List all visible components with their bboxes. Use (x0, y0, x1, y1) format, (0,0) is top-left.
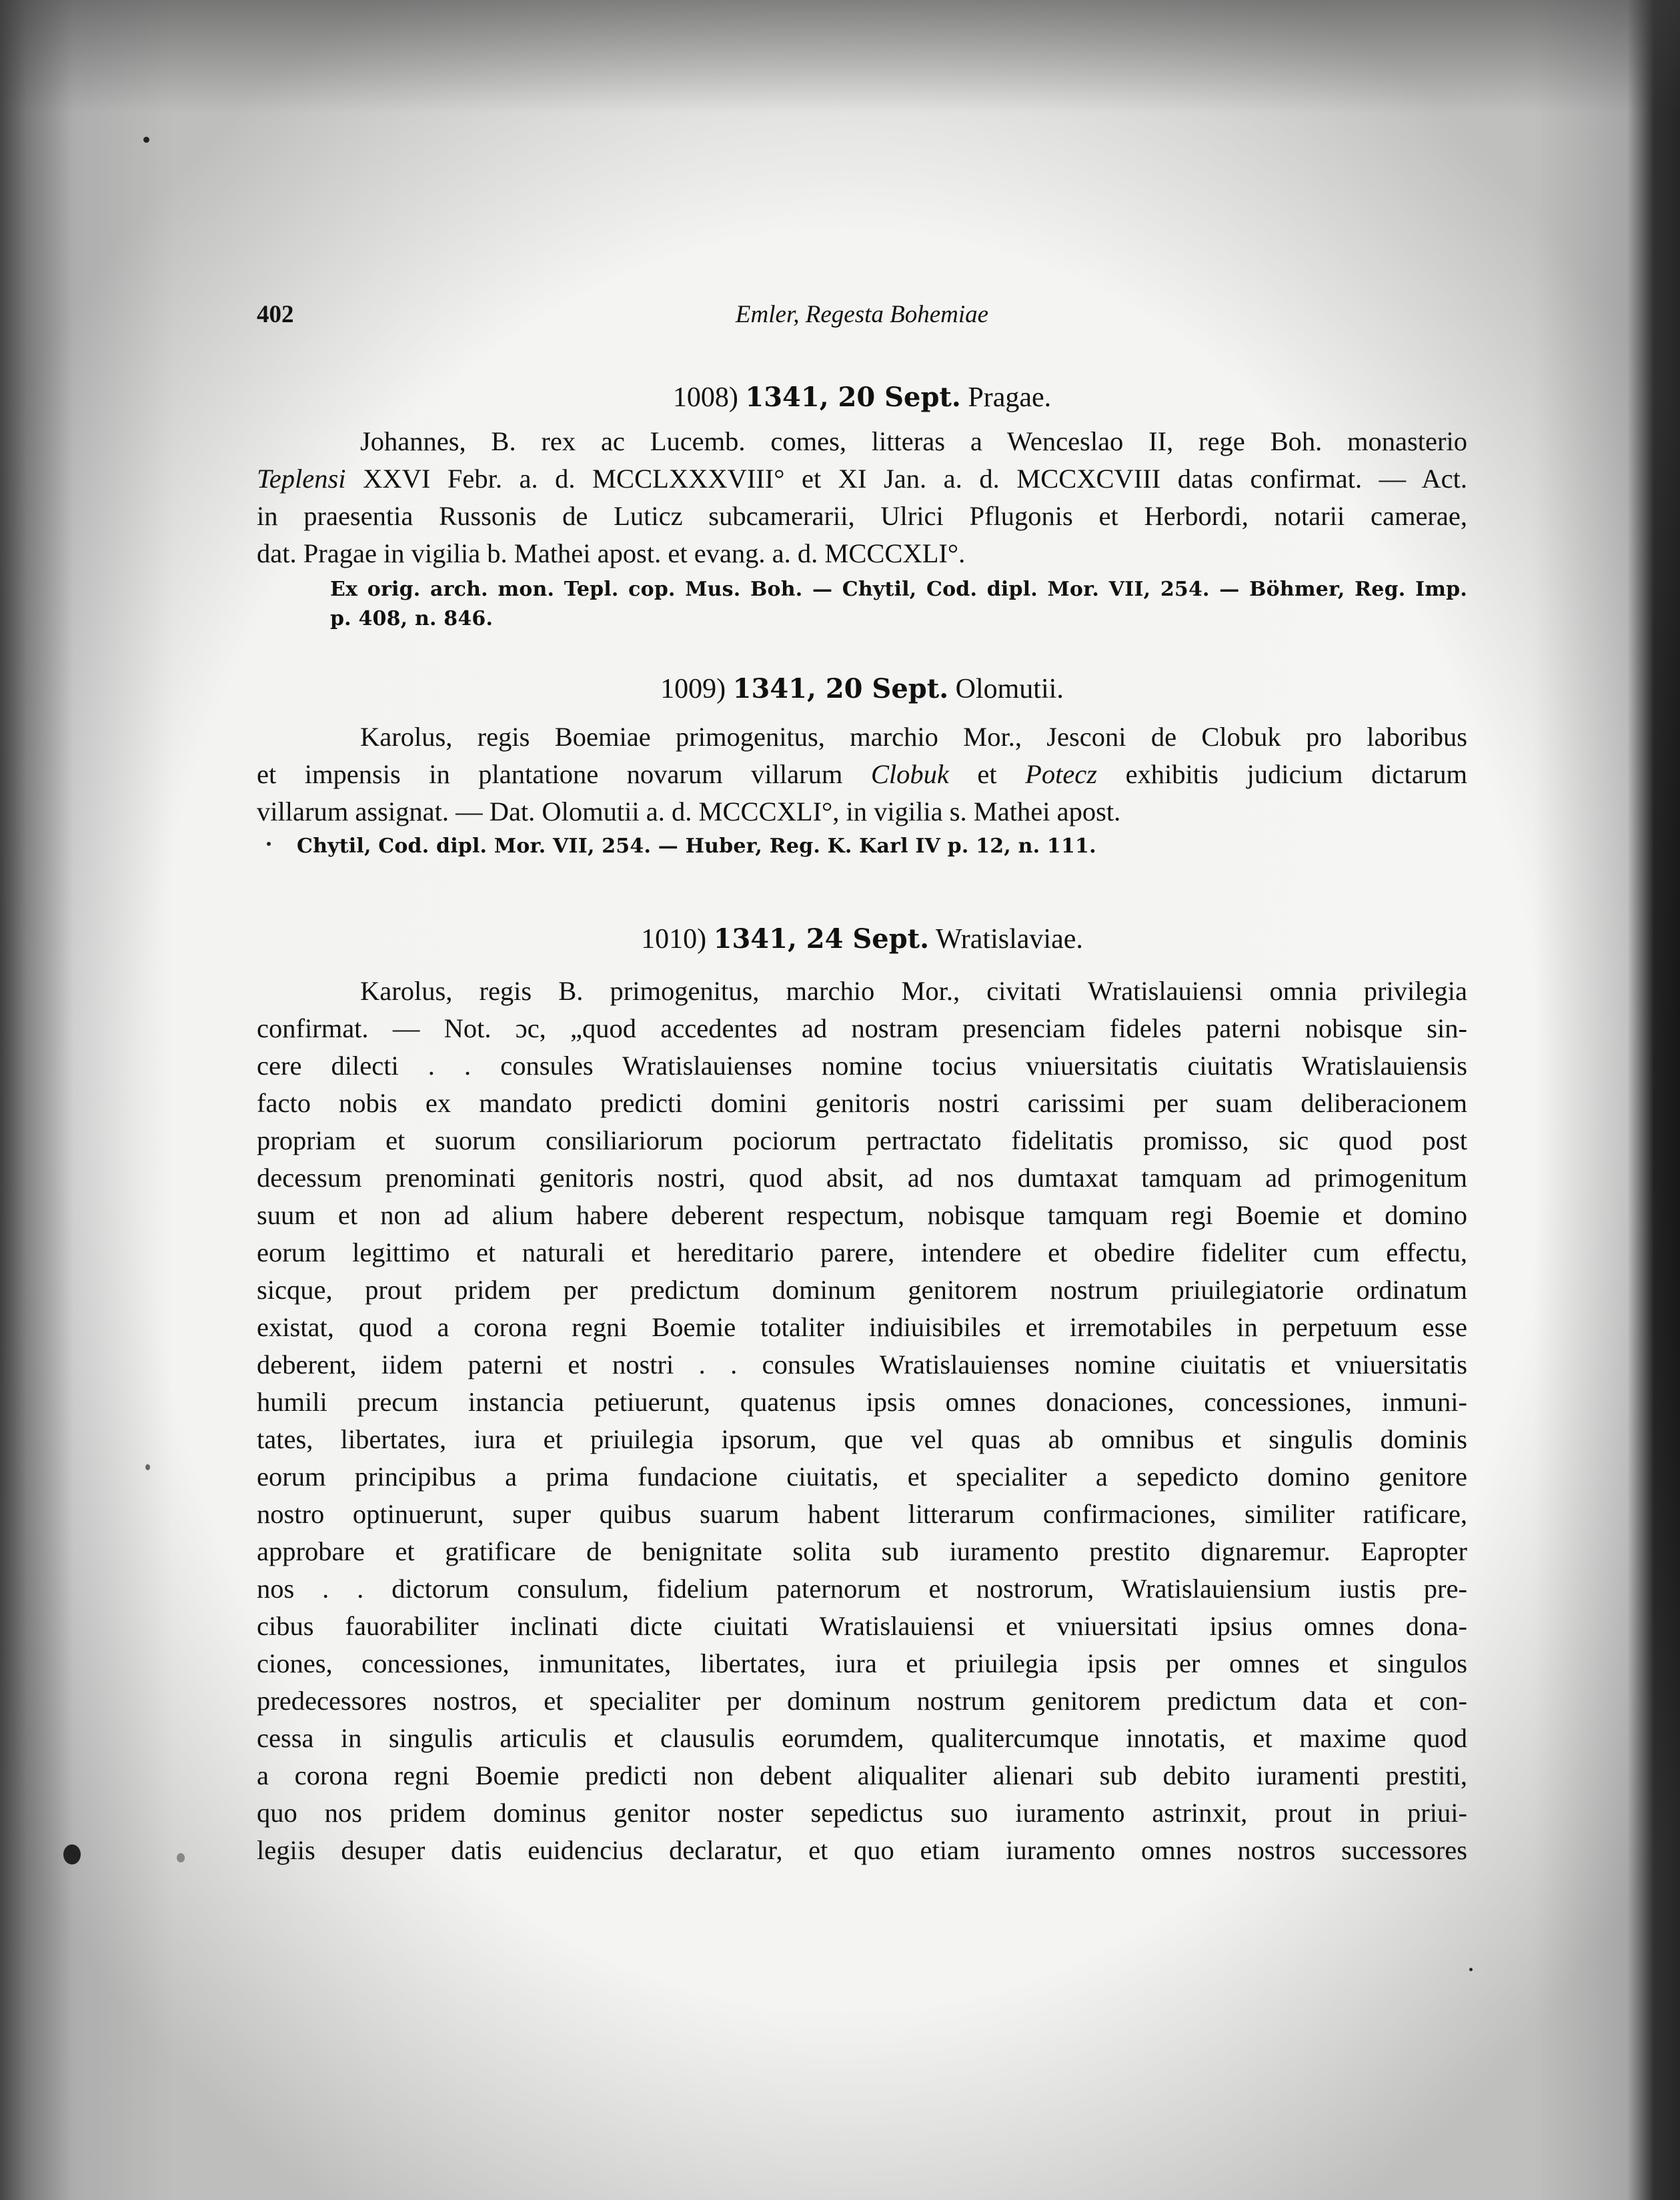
entry-text (257, 973, 1467, 1869)
page-header (257, 300, 1467, 340)
entry-text (257, 423, 1467, 572)
entry-1008 (257, 379, 1467, 634)
text-line: cessa in singulis articulis et clausulis eorumdem, qualitercumque innotatis, et maxime quod (257, 1723, 1467, 1753)
scan-top-shadow (0, 0, 1680, 113)
text-line: legiis desuper datis euidencius declaratur, et quo etiam iuramento omnes nostros successores (257, 1835, 1467, 1865)
entry-number: 1009) (660, 674, 726, 704)
text-line: in praesentia Russonis de Luticz subcamerarii, Ulrici Pflugonis et Herbordi, notarii camerae, (257, 501, 1467, 531)
text-line: Karolus, regis Boemiae primogenitus, marchio Mor., Jesconi de Clobuk pro laboribus (360, 722, 1467, 752)
scan-speck (177, 1853, 185, 1862)
citation-line: Ex orig. arch. mon. Tepl. cop. Mus. Boh. — Chytil, Cod. dipl. Mor. VII, 254. — Böhmer, Reg. Imp. (330, 578, 1467, 601)
text-line: existat, quod a corona regni Boemie totaliter indiuisibiles et irremotabiles in perpetuum esse (257, 1312, 1467, 1342)
text-line: eorum legittimo et naturali et hereditario parere, intendere et obedire fideliter cum effectu, (257, 1237, 1467, 1267)
text-fragment: exhibitis judicium dictarum (1125, 759, 1467, 789)
text-line: dat. Pragae in vigilia b. Mathei apost. et evang. a. d. MCCCXLI°. (257, 538, 966, 568)
entry-heading (257, 670, 1467, 708)
page-number: 402 (257, 301, 294, 328)
text-line: cibus fauorabiliter inclinati dicte ciuitati Wratislauiensi et vniuersitati ipsius omnes dona- (257, 1611, 1467, 1641)
entry-date: 1341, 24 Sept. (713, 923, 930, 955)
text-line: eorum principibus a prima fundacione ciuitatis, et specialiter a sepedicto domino genitore (257, 1462, 1467, 1492)
text-line: quo nos pridem dominus genitor noster sepedictus suo iuramento astrinxit, prout in priui- (257, 1798, 1467, 1828)
text-line: tates, libertates, iura et priuilegia ipsorum, que vel quas ab omnibus et singulis dominis (257, 1424, 1467, 1454)
text-fragment: et impensis in plantatione novarum villarum (257, 759, 843, 789)
source-citation (330, 575, 1467, 634)
entry-date: 1341, 20 Sept. (732, 673, 949, 704)
italic-word: Potecz (1025, 759, 1098, 789)
entry-place: Wratislaviae. (935, 924, 1083, 955)
text-line: Karolus, regis B. primogenitus, marchio Mor., civitati Wratislauiensi omnia privilegia (360, 976, 1467, 1006)
text-line (257, 460, 1467, 498)
entry-1010 (257, 921, 1467, 1869)
citation-line: Chytil, Cod. dipl. Mor. VII, 254. — Huber, Reg. K. Karl IV p. 12, n. 111. (297, 835, 1096, 858)
entry-number: 1010) (641, 924, 707, 955)
entry-heading (257, 921, 1467, 958)
text-line: cere dilecti . . consules Wratislauienses nomine tocius vniuersitatis ciuitatis Wratislauiensis (257, 1051, 1467, 1081)
text-line: approbare et gratificare de benignitate solita sub iuramento prestito dignaremur. Eapropter (257, 1536, 1467, 1566)
scan-speck (145, 1464, 150, 1470)
text-line: humili precum instancia petiuerunt, quatenus ipsis omnes donaciones, concessiones, inmuni- (257, 1387, 1467, 1417)
text-line: facto nobis ex mandato predicti domini genitoris nostri carissimi per suam deliberacionem (257, 1088, 1467, 1118)
text-line: nostro optinuerunt, super quibus suarum habent litterarum confirmaciones, similiter ratificare, (257, 1499, 1467, 1529)
text-line: confirmat. — Not. ɔc, „quod accedentes ad nostram presenciam fideles paterni nobisque sin- (257, 1013, 1467, 1043)
text-line: decessum prenominati genitoris nostri, quod absit, ad nos dumtaxat tamquam ad primogenitum (257, 1163, 1467, 1193)
running-title: Emler, Regesta Bohemiae (735, 301, 989, 328)
text-line: sicque, prout pridem per predictum dominum genitorem nostrum priuilegiatorie ordinatum (257, 1275, 1467, 1305)
entry-date: 1341, 20 Sept. (745, 382, 961, 413)
scan-speck (1469, 1968, 1473, 1971)
text-line: nos . . dictorum consulum, fidelium paternorum et nostrorum, Wratislauiensium iustis pre- (257, 1574, 1467, 1604)
text-line: predecessores nostros, et specialiter per dominum nostrum genitorem predictum data et con- (257, 1686, 1467, 1716)
text-line: ciones, concessiones, inmunitates, libertates, iura et priuilegia ipsis per omnes et singulos (257, 1648, 1467, 1678)
scan-speck (63, 1844, 81, 1864)
text-line: a corona regni Boemie predicti non debent aliqualiter alienari sub debito iuramenti prestiti, (257, 1760, 1467, 1790)
entry-number: 1008) (672, 382, 738, 413)
text-line: propriam et suorum consiliariorum pociorum pertractato fidelitatis promisso, sic quod post (257, 1125, 1467, 1155)
citation-line: p. 408, n. 846. (330, 607, 494, 630)
text-line: villarum assignat. — Dat. Olomutii a. d. MCCCXLI°, in vigilia s. Mathei apost. (257, 796, 1121, 827)
source-citation (297, 832, 1467, 861)
text-fragment: XXVI Febr. a. d. MCCLXXXVIII° et XI Jan. a. d. MCCXCVIII datas confirmat. — Act. (363, 464, 1468, 494)
entry-place: Olomutii. (955, 674, 1064, 704)
entry-place: Pragae. (968, 382, 1052, 413)
entry-1009 (257, 670, 1467, 861)
entry-text (257, 718, 1467, 831)
text-line (257, 756, 1467, 793)
scan-speck (143, 137, 149, 143)
text-fragment: et (977, 759, 997, 789)
italic-word: Clobuk (870, 759, 949, 789)
italic-word: Teplensi (257, 464, 346, 494)
text-line: suum et non ad alium habere deberent respectum, nobisque tamquam regi Boemie et domino (257, 1200, 1467, 1230)
text-line: deberent, iidem paterni et nostri . . consules Wratislauienses nomine ciuitatis et vniuersitatis (257, 1349, 1467, 1380)
text-line: Johannes, B. rex ac Lucemb. comes, litteras a Wenceslao II, rege Boh. monasterio (360, 426, 1467, 456)
entry-heading (257, 379, 1467, 416)
